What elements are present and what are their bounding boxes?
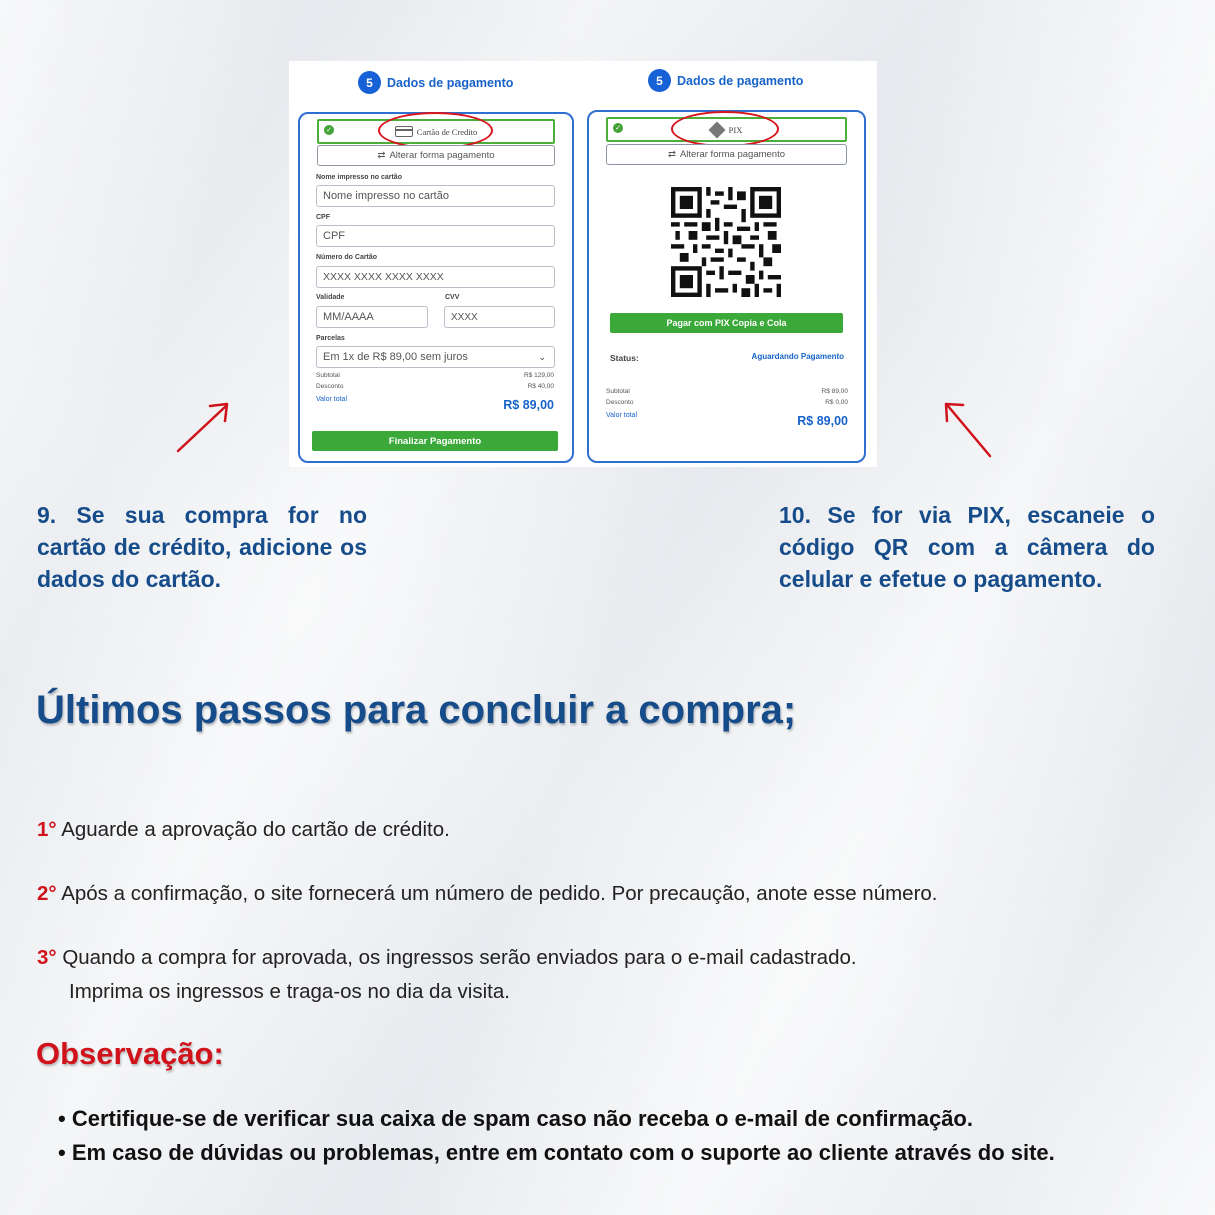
pix-status-value: Aguardando Pagamento — [751, 352, 844, 361]
highlight-oval — [378, 112, 493, 149]
pix-discount-label: Desconto — [606, 399, 634, 406]
validity-input[interactable]: MM/AAAA — [316, 306, 428, 328]
check-icon: ✓ — [324, 125, 334, 135]
observation-title: Observação: — [36, 1036, 224, 1071]
name-field-label: Nome impresso no cartão — [316, 174, 402, 181]
payment-screenshots — [289, 61, 877, 467]
card-step-number: 5 — [358, 71, 381, 94]
pix-method-label: PIX — [728, 124, 743, 135]
highlight-oval — [671, 111, 779, 147]
card-step-header — [358, 71, 513, 94]
cvv-input[interactable]: XXXX — [444, 306, 555, 328]
card-discount-label: Desconto — [316, 383, 344, 390]
card-change-method-label: Alterar forma pagamento — [389, 150, 495, 161]
caption-card-step: 9. Se sua compra for no cartão de crédito, adicione os dados do cartão. — [37, 502, 367, 592]
observation-list — [58, 1102, 1055, 1170]
card-subtotal-label: Subtotal — [316, 372, 340, 379]
step-1 — [37, 818, 450, 842]
arrow-up-right-icon — [170, 396, 236, 456]
card-number-input[interactable]: XXXX XXXX XXXX XXXX — [316, 266, 555, 288]
card-number-label: Número do Cartão — [316, 254, 378, 261]
cvv-label: CVV — [445, 294, 460, 301]
card-total-value: R$ 89,00 — [503, 398, 554, 412]
check-icon: ✓ — [613, 123, 623, 133]
installments-value: Em 1x de R$ 89,00 sem juros — [323, 351, 468, 363]
step-2-number: 2° — [37, 882, 57, 905]
step-2-text: Após a confirmação, o site fornecerá um número de pedido. Por precaução, anote esse número. — [61, 882, 938, 905]
pix-change-method-button[interactable] — [606, 144, 847, 165]
installments-label: Parcelas — [316, 335, 345, 342]
qr-code — [671, 187, 781, 297]
name-input[interactable]: Nome impresso no cartão — [316, 185, 555, 207]
finalize-payment-button[interactable]: Finalizar Pagamento — [312, 431, 558, 451]
pix-step-header — [648, 69, 803, 92]
card-total-label: Valor total — [316, 396, 347, 403]
swap-icon: ⇄ — [667, 149, 676, 160]
card-change-method-button[interactable] — [317, 145, 555, 166]
card-subtotal-value: R$ 129,00 — [524, 372, 554, 379]
pix-copy-paste-button[interactable]: Pagar com PIX Copia e Cola — [610, 313, 843, 333]
observation-item: • Certifique-se de verificar sua caixa de spam caso não receba o e-mail de confirmação. — [58, 1102, 1055, 1136]
card-discount-value: R$ 40,00 — [527, 383, 554, 390]
pix-total-label: Valor total — [606, 412, 637, 419]
card-step-title: Dados de pagamento — [387, 75, 514, 90]
pix-step-title: Dados de pagamento — [677, 73, 804, 88]
step-1-text: Aguarde a aprovação do cartão de crédito. — [61, 818, 450, 841]
cpf-field-label: CPF — [316, 214, 330, 221]
step-3-number: 3° — [37, 946, 57, 969]
pix-subtotal-value: R$ 89,00 — [821, 388, 848, 395]
step-3-continuation: Imprima os ingressos e traga-os no dia da visita. — [69, 980, 510, 1003]
swap-icon: ⇄ — [377, 150, 386, 161]
pix-payment-panel — [587, 110, 866, 463]
step-3 — [37, 946, 857, 970]
page-title: Últimos passos para concluir a compra; — [36, 688, 797, 732]
step-2 — [37, 882, 938, 906]
chevron-down-icon: ⌄ — [538, 351, 546, 362]
validity-label: Validade — [316, 294, 345, 301]
arrow-up-left-icon — [940, 396, 1000, 462]
pix-status-label: Status: — [610, 353, 639, 363]
card-method-label: Cartão de Credito — [416, 126, 478, 137]
step-3-text: Quando a compra for aprovada, os ingressos serão enviados para o e-mail cadastrado. — [62, 946, 857, 969]
pix-total-value: R$ 89,00 — [797, 414, 848, 428]
pix-subtotal-label: Subtotal — [606, 388, 630, 395]
caption-pix-step: 10. Se for via PIX, escaneie o código QR com a câmera do celular e efetue o pagamento. — [779, 502, 1155, 592]
observation-item: • Em caso de dúvidas ou problemas, entre em contato com o suporte ao cliente através do site. — [58, 1136, 1055, 1170]
pix-discount-value: R$ 0,00 — [825, 399, 848, 406]
pix-change-method-label: Alterar forma pagamento — [679, 149, 786, 160]
installments-select[interactable] — [316, 346, 555, 368]
step-1-number: 1° — [37, 818, 57, 841]
pix-step-number: 5 — [648, 69, 671, 92]
cpf-input[interactable]: CPF — [316, 225, 555, 247]
card-payment-panel — [298, 112, 574, 463]
